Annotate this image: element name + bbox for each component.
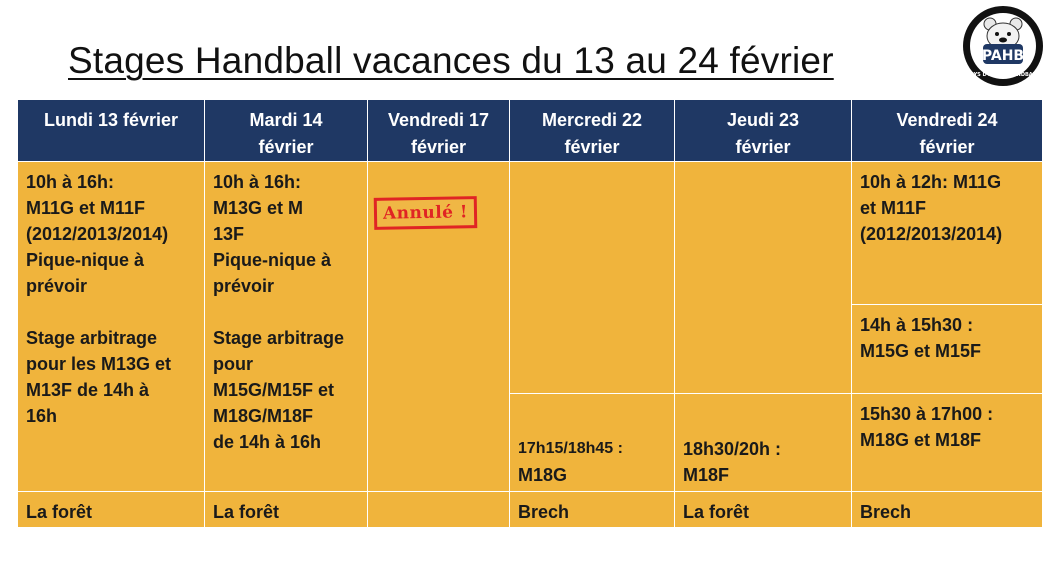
cancelled-stamp: Annulé !	[374, 196, 477, 230]
page-title: Stages Handball vacances du 13 au 24 février	[68, 40, 834, 81]
location-lundi: La forêt	[18, 491, 205, 527]
cell-vendredi24-morning: 10h à 12h: M11G et M11F (2012/2013/2014)	[852, 162, 1043, 305]
location-vendredi24: Brech	[852, 491, 1043, 527]
cell-vendredi17	[368, 162, 510, 492]
header-row	[18, 100, 1043, 162]
mercredi-group: M18G	[518, 464, 568, 485]
logo-ring-text: PAYS D'AURAY HANDBALL	[966, 72, 1040, 78]
col-header-jeudi: Jeudi 23 février	[675, 100, 852, 162]
logo-text: PAHB	[981, 48, 1025, 64]
cell-jeudi: 18h30/20h : M18F	[675, 393, 852, 491]
cell-jeudi-empty	[675, 162, 852, 394]
cell-lundi: 10h à 16h: M11G et M11F (2012/2013/2014) Pique-nique à prévoir Stage arbitrage pour les M13G et M13F de 14h à 16h	[18, 162, 205, 492]
session-row	[18, 162, 1043, 305]
col-header-lundi: Lundi 13 février	[18, 100, 205, 162]
schedule-table	[17, 99, 1043, 528]
location-jeudi: La forêt	[675, 491, 852, 527]
club-logo	[961, 4, 1045, 88]
col-header-vendredi24: Vendredi 24 février	[852, 100, 1043, 162]
col-header-vendredi17: Vendredi 17 février	[368, 100, 510, 162]
cell-mercredi-empty	[510, 162, 675, 394]
location-row	[18, 491, 1043, 527]
location-mardi: La forêt	[205, 491, 368, 527]
col-header-mardi: Mardi 14 février	[205, 100, 368, 162]
cell-vendredi24-afternoon2: 15h30 à 17h00 : M18G et M18F	[852, 393, 1043, 491]
cell-mercredi	[510, 393, 675, 491]
location-mercredi: Brech	[510, 491, 675, 527]
location-vendredi17	[368, 491, 510, 527]
cell-vendredi24-afternoon1: 14h à 15h30 : M15G et M15F	[852, 305, 1043, 393]
col-header-mercredi: Mercredi 22 février	[510, 100, 675, 162]
cell-mardi: 10h à 16h: M13G et M 13F Pique-nique à prévoir Stage arbitrage pour M15G/M15F et M18G/M18F de 14h à 16h	[205, 162, 368, 492]
mercredi-time: 17h15/18h45 :	[518, 439, 623, 457]
